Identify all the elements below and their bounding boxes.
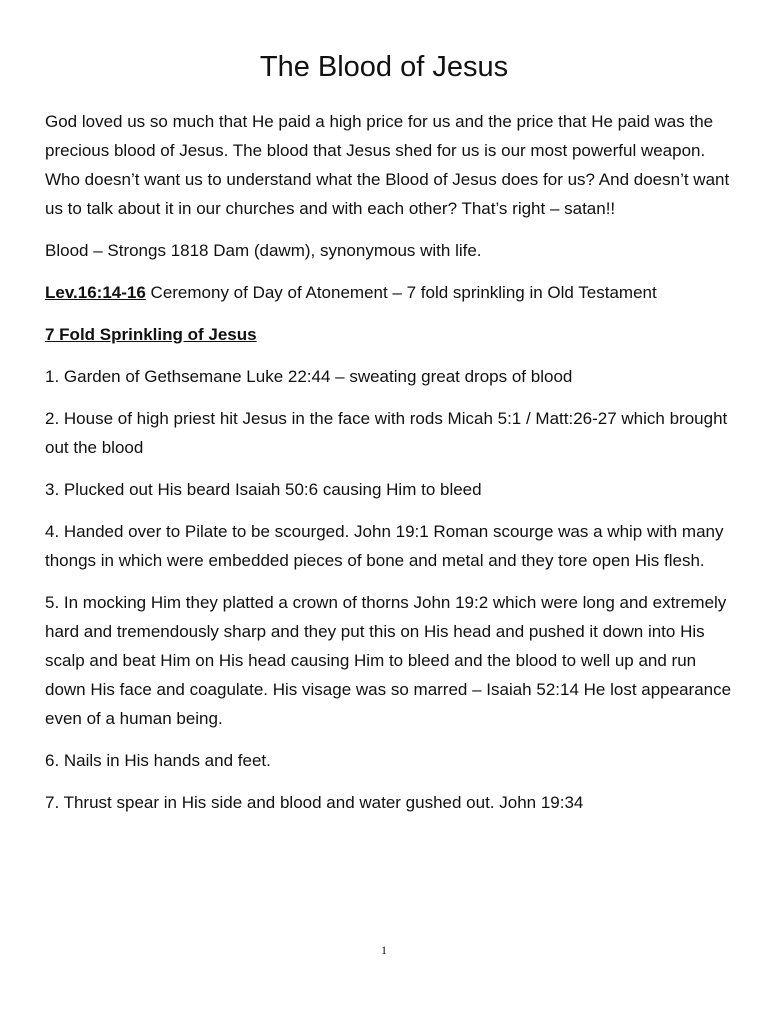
atonement-paragraph <box>45 278 735 307</box>
list-item: 1. Garden of Gethsemane Luke 22:44 – sweating great drops of blood <box>45 367 573 386</box>
list-item: 4. Handed over to Pilate to be scourged. John 19:1 Roman scourge was a whip with many thongs in which were embedded pieces of bone and metal and they tore open His flesh. <box>45 522 724 570</box>
section-heading: 7 Fold Sprinkling of Jesus <box>45 325 257 344</box>
page-number: 1 <box>381 943 387 957</box>
atonement-description: Ceremony of Day of Atonement – 7 fold sprinkling in Old Testament <box>145 283 657 302</box>
list-item: 3. Plucked out His beard Isaiah 50:6 causing Him to bleed <box>45 480 482 499</box>
scripture-reference: Lev.16:14-16 <box>45 283 146 302</box>
list-item: 2. House of high priest hit Jesus in the face with rods Micah 5:1 / Matt:26-27 which brought out the blood <box>45 409 728 457</box>
intro-paragraph: God loved us so much that He paid a high price for us and the price that He paid was the precious blood of Jesus. The blood that Jesus shed for us is our most powerful weapon. Who doesn’t want us to understand what the Blood of Jesus does for us? And doesn’t want us to talk about it in our churches and with each other? That’s right – satan!! <box>45 112 730 218</box>
document-body <box>45 107 735 830</box>
definition-paragraph: Blood – Strongs 1818 Dam (dawm), synonymous with life. <box>45 241 482 260</box>
list-item: 6. Nails in His hands and feet. <box>45 751 271 770</box>
page-title: The Blood of Jesus <box>259 51 509 83</box>
list-item: 5. In mocking Him they platted a crown of thorns John 19:2 which were long and extremely hard and tremendously sharp and they put this on His head and pushed it down into His scalp and beat Him on His head causing Him to bleed and the blood to well up and run down His face and coagulate. His visage was so marred – Isaiah 52:14 He lost appearance even of a human being. <box>45 593 732 728</box>
list-item: 7. Thrust spear in His side and blood and water gushed out. John 19:34 <box>45 793 584 812</box>
